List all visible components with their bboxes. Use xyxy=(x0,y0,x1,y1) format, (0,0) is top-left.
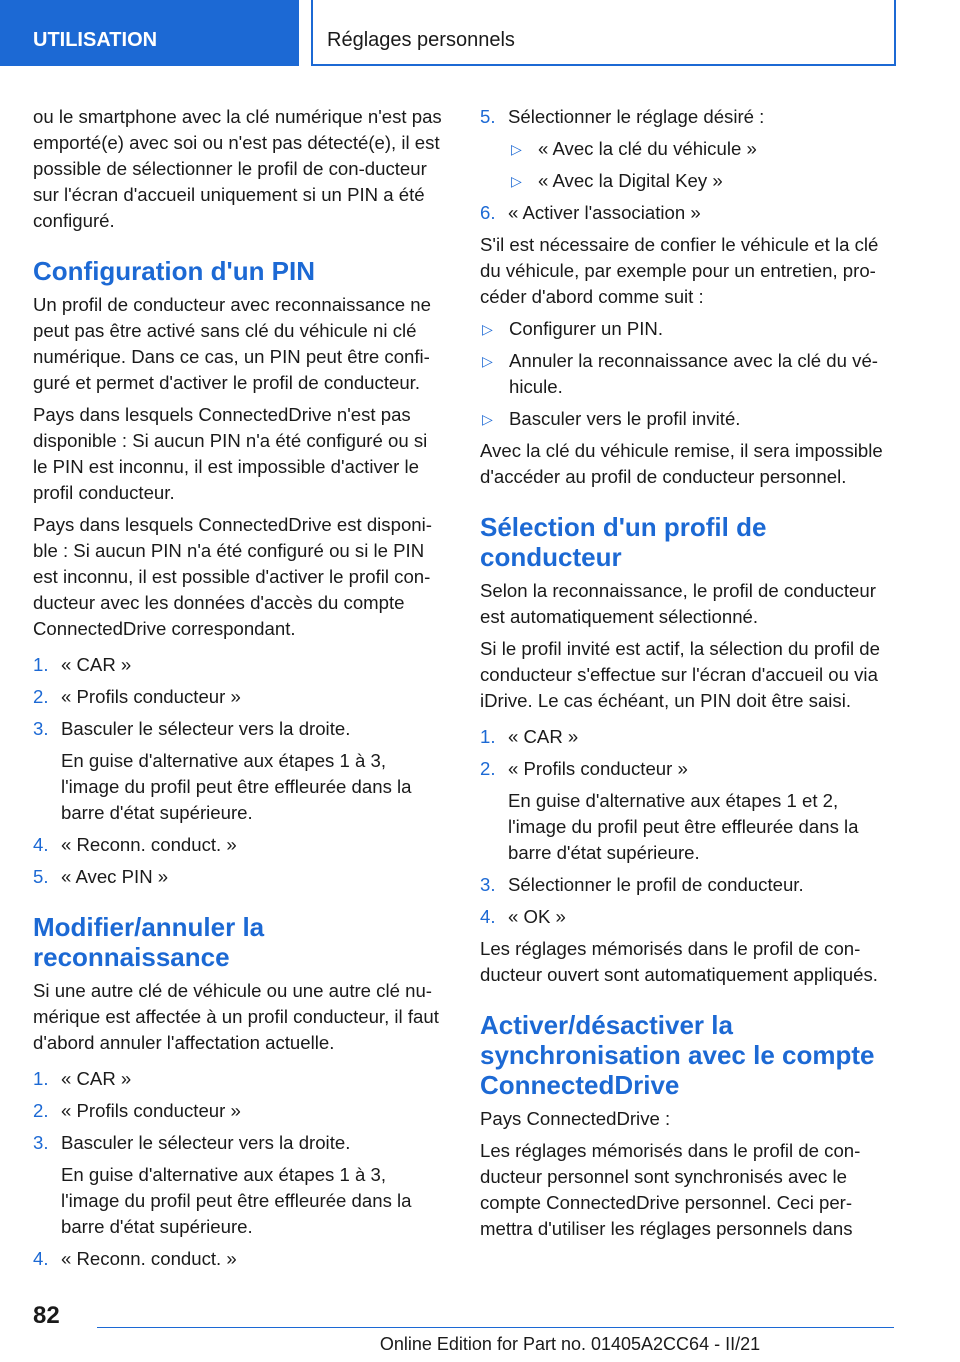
paragraph: Un profil de conducteur avec reconnaissance ne peut pas être activé sans clé du véhicule ni clé numérique. Dans ce cas, un PIN peut être confi-guré et permet d'activer le profil de conducteur. xyxy=(33,294,431,393)
step-text: « Reconn. conduct. » xyxy=(61,834,237,855)
chapter-title: Réglages personnels xyxy=(311,0,896,66)
list-item xyxy=(33,652,443,678)
list-item xyxy=(480,200,892,226)
paragraph: Si une autre clé de véhicule ou une autre clé nu-mérique est affectée à un profil conducteur, il faut d'abord annuler l'affectation actuelle. xyxy=(33,980,439,1053)
list-item xyxy=(33,864,443,890)
step-text: « OK » xyxy=(508,906,566,927)
left-column xyxy=(33,104,443,1278)
triangle-bullet-icon: ▷ xyxy=(511,141,522,157)
list-item xyxy=(480,348,892,400)
page-number: 82 xyxy=(33,1302,60,1329)
section-tab: UTILISATION xyxy=(0,0,299,66)
list-item xyxy=(480,406,892,432)
step-text: « CAR » xyxy=(508,726,579,747)
step-number: 1. xyxy=(33,654,49,675)
steps-list-pin xyxy=(33,652,443,890)
list-item xyxy=(480,168,892,194)
triangle-bullet-icon: ▷ xyxy=(482,321,493,337)
step-text: Basculer le sélecteur vers la droite. xyxy=(61,718,351,739)
right-column xyxy=(480,104,892,1248)
heading-pin-config: Configuration d'un PIN xyxy=(33,256,316,286)
triangle-bullet-icon: ▷ xyxy=(482,411,493,427)
triangle-bullet-icon: ▷ xyxy=(511,173,522,189)
step-number: 2. xyxy=(480,758,496,779)
step-text: Basculer le sélecteur vers la droite. xyxy=(61,1132,351,1153)
step-text: « CAR » xyxy=(61,654,132,675)
list-item xyxy=(33,1098,443,1124)
step-number: 6. xyxy=(480,202,496,223)
step-number: 5. xyxy=(33,866,49,887)
step-text: Sélectionner le profil de conducteur. xyxy=(508,874,804,895)
paragraph: Selon la reconnaissance, le profil de conducteur est automatiquement sélectionné. xyxy=(480,580,876,627)
list-item xyxy=(33,1246,443,1272)
step-number: 1. xyxy=(480,726,496,747)
heading-sync: Activer/désactiver la synchronisation avec le compte ConnectedDrive xyxy=(480,1010,875,1100)
bullet-list xyxy=(480,316,892,432)
list-item xyxy=(480,136,892,162)
step-number: 2. xyxy=(33,1100,49,1121)
step-text: « Activer l'association » xyxy=(508,202,701,223)
step-number: 5. xyxy=(480,106,496,127)
step-text: « Reconn. conduct. » xyxy=(61,1248,237,1269)
steps-list-continued xyxy=(480,200,892,226)
step-text: « Avec PIN » xyxy=(61,866,169,887)
steps-list-continued xyxy=(480,104,892,130)
option-text: « Avec la Digital Key » xyxy=(538,170,723,191)
triangle-bullet-icon: ▷ xyxy=(482,353,493,369)
step-number: 4. xyxy=(33,1248,49,1269)
paragraph: Les réglages mémorisés dans le profil de con-ducteur ouvert sont automatiquement appliqués. xyxy=(480,938,878,985)
steps-list-select xyxy=(480,724,892,930)
option-text: « Avec la clé du véhicule » xyxy=(538,138,757,159)
step-number: 1. xyxy=(33,1068,49,1089)
paragraph: Si le profil invité est actif, la sélection du profil de conducteur s'effectue sur l'écran d'accueil ou via iDrive. Le cas échéant, un PIN doit être saisi. xyxy=(480,638,880,711)
step-note: En guise d'alternative aux étapes 1 à 3, l'image du profil peut être effleurée dans la barre d'état supérieure. xyxy=(61,750,412,823)
option-list xyxy=(480,136,892,194)
step-text: « CAR » xyxy=(61,1068,132,1089)
step-number: 3. xyxy=(33,1132,49,1153)
paragraph: Pays dans lesquels ConnectedDrive n'est pas disponible : Si aucun PIN n'a été configuré ou si le PIN est inconnu, il est impossible d'activer le profil conducteur. xyxy=(33,404,428,503)
paragraph: Les réglages mémorisés dans le profil de con-ducteur personnel sont synchronisés avec le compte ConnectedDrive personnel. Ceci per-mettra d'utiliser les réglages personnels dans xyxy=(480,1140,861,1239)
bullet-text: Annuler la reconnaissance avec la clé du vé-hicule. xyxy=(509,350,878,397)
step-note: En guise d'alternative aux étapes 1 et 2, l'image du profil peut être effleurée dans la barre d'état supérieure. xyxy=(508,790,859,863)
step-text: « Profils conducteur » xyxy=(508,758,688,779)
paragraph: Pays dans lesquels ConnectedDrive est disponi-ble : Si aucun PIN n'a été configuré ou si le PIN est inconnu, il est possible d'activer le profil con-ducteur avec les données d'accès du compte ConnectedDrive correspondant. xyxy=(33,514,432,639)
list-item xyxy=(480,872,892,898)
step-number: 2. xyxy=(33,686,49,707)
list-item xyxy=(480,104,892,130)
bullet-text: Configurer un PIN. xyxy=(509,318,663,339)
paragraph: S'il est nécessaire de confier le véhicule et la clé du véhicule, par exemple pour un entretien, pro-céder d'abord comme suit : xyxy=(480,234,879,307)
list-item xyxy=(33,716,443,826)
list-item xyxy=(33,832,443,858)
heading-select-profile: Sélection d'un profil de conducteur xyxy=(480,512,767,572)
paragraph: Avec la clé du véhicule remise, il sera impossible d'accéder au profil de conducteur personnel. xyxy=(480,440,883,487)
step-number: 4. xyxy=(480,906,496,927)
step-text: Sélectionner le réglage désiré : xyxy=(508,106,765,127)
step-note: En guise d'alternative aux étapes 1 à 3, l'image du profil peut être effleurée dans la barre d'état supérieure. xyxy=(61,1164,412,1237)
list-item xyxy=(480,756,892,866)
list-item xyxy=(480,724,892,750)
steps-list-modify xyxy=(33,1066,443,1272)
list-item xyxy=(33,1066,443,1092)
list-item xyxy=(33,1130,443,1240)
list-item xyxy=(33,684,443,710)
heading-modify-recognition: Modifier/annuler la reconnaissance xyxy=(33,912,265,972)
intro-paragraph: ou le smartphone avec la clé numérique n'est pas emporté(e) avec soi ou n'est pas détecté(e), il est possible de sélectionner le profil de con-ducteur sur l'écran d'accueil uniquement si un PIN a été configuré. xyxy=(33,106,442,231)
edition-note: Online Edition for Part no. 01405A2CC64 - II/21 xyxy=(379,1334,761,1354)
list-item xyxy=(480,904,892,930)
footer-divider xyxy=(97,1327,894,1328)
step-text: « Profils conducteur » xyxy=(61,1100,241,1121)
step-number: 3. xyxy=(33,718,49,739)
step-text: « Profils conducteur » xyxy=(61,686,241,707)
bullet-text: Basculer vers le profil invité. xyxy=(509,408,741,429)
list-item xyxy=(480,316,892,342)
step-number: 4. xyxy=(33,834,49,855)
step-number: 3. xyxy=(480,874,496,895)
paragraph: Pays ConnectedDrive : xyxy=(480,1108,671,1129)
